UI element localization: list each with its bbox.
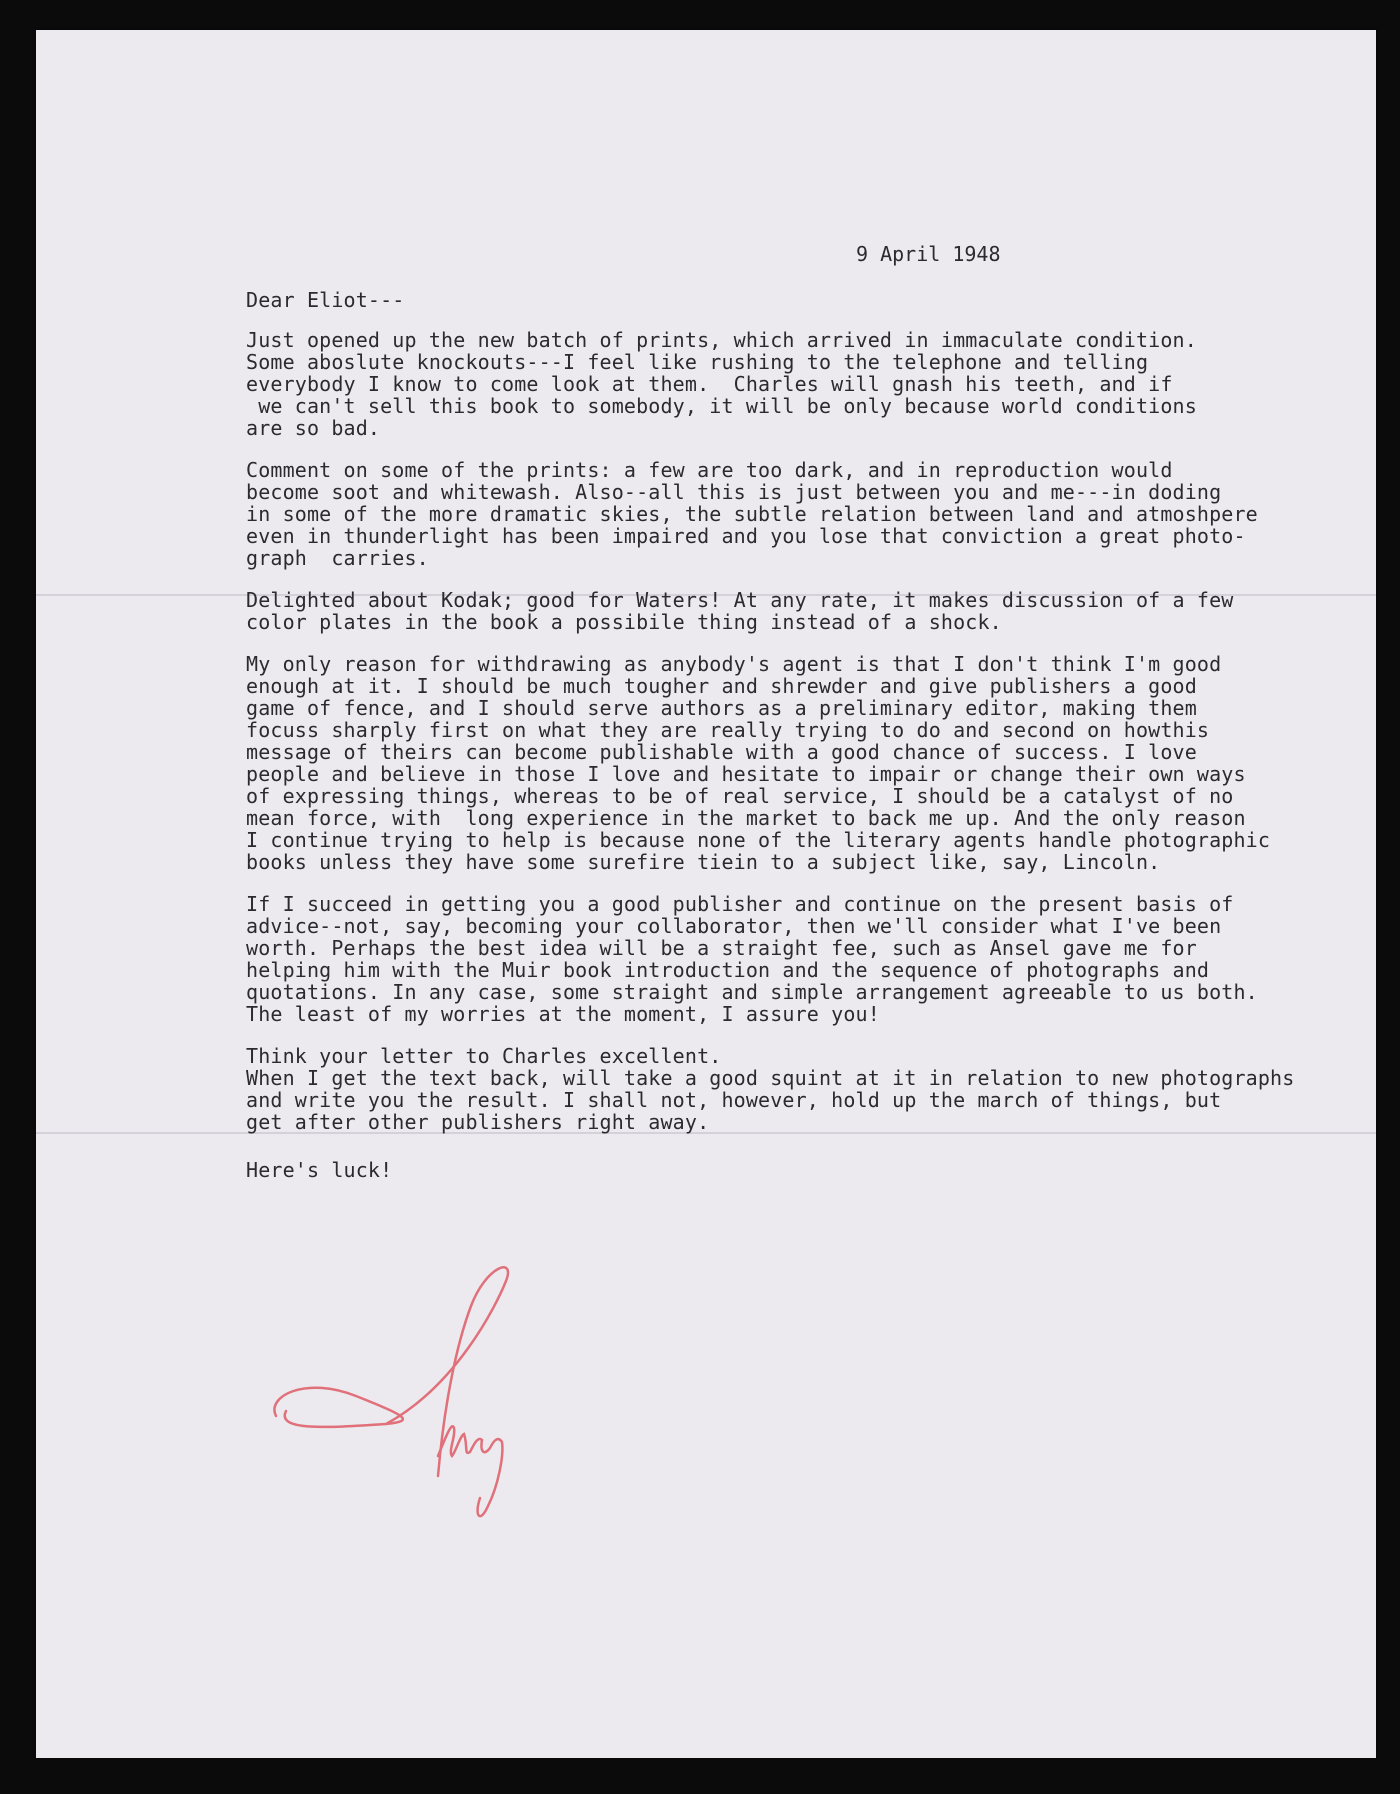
text-line: quotations. In any case, some straight and simple arrangement agreeable to us both. bbox=[246, 980, 1258, 1004]
text-line: advice--not, say, becoming your collaborator, then we'll consider what I've been bbox=[246, 914, 1222, 938]
text-line: people and believe in those I love and hesitate to impair or change their own ways bbox=[246, 762, 1246, 786]
salutation: Dear Eliot--- bbox=[246, 288, 405, 312]
letter-page bbox=[36, 30, 1376, 1758]
text-line: everybody I know to come look at them. Charles will gnash his teeth, and if bbox=[246, 372, 1173, 396]
text-line: enough at it. I should be much tougher and shrewder and give publishers a good bbox=[246, 674, 1197, 698]
text-line: When I get the text back, will take a good squint at it in relation to new photographs bbox=[246, 1066, 1295, 1090]
text-line: become soot and whitewash. Also--all this is just between you and me---in doding bbox=[246, 480, 1222, 504]
text-line: books unless they have some surefire tiein to a subject like, say, Lincoln. bbox=[246, 850, 1161, 874]
text-line: helping him with the Muir book introduction and the sequence of photographs and bbox=[246, 958, 1210, 982]
text-line: If I succeed in getting you a good publisher and continue on the present basis of bbox=[246, 892, 1234, 916]
text-line: worth. Perhaps the best idea will be a straight fee, such as Ansel gave me for bbox=[246, 936, 1197, 960]
closing: Here's luck! bbox=[246, 1158, 393, 1182]
text-line: Just opened up the new batch of prints, which arrived in immaculate condition. bbox=[246, 328, 1197, 352]
text-line: get after other publishers right away. bbox=[246, 1110, 710, 1134]
text-line: focuss sharply first on what they are really trying to do and second on howthis bbox=[246, 718, 1210, 742]
text-line: color plates in the book a possibile thing instead of a shock. bbox=[246, 610, 1002, 634]
text-line: My only reason for withdrawing as anybody's agent is that I don't think I'm good bbox=[246, 652, 1222, 676]
text-line: in some of the more dramatic skies, the subtle relation between land and atmoshpere bbox=[246, 502, 1258, 526]
text-line: game of fence, and I should serve authors as a preliminary editor, making them bbox=[246, 696, 1197, 720]
text-line: even in thunderlight has been impaired and you lose that conviction a great photo- bbox=[246, 524, 1246, 548]
text-line: The least of my worries at the moment, I assure you! bbox=[246, 1002, 880, 1026]
text-line: we can't sell this book to somebody, it will be only because world conditions bbox=[246, 394, 1197, 418]
text-line: are so bad. bbox=[246, 416, 381, 440]
text-line: Delighted about Kodak; good for Waters! At any rate, it makes discussion of a few bbox=[246, 588, 1234, 612]
text-line: message of theirs can become publishable with a good chance of success. I love bbox=[246, 740, 1197, 764]
text-line: and write you the result. I shall not, however, hold up the march of things, but bbox=[246, 1088, 1222, 1112]
letter-date: 9 April 1948 bbox=[856, 242, 1001, 266]
handwritten-signature bbox=[266, 1246, 566, 1546]
text-line: Think your letter to Charles excellent. bbox=[246, 1044, 722, 1068]
text-line: of expressing things, whereas to be of real service, I should be a catalyst of no bbox=[246, 784, 1234, 808]
text-line: Some aboslute knockouts---I feel like rushing to the telephone and telling bbox=[246, 350, 1149, 374]
text-line: I continue trying to help is because none of the literary agents handle photographic bbox=[246, 828, 1271, 852]
text-line: Comment on some of the prints: a few are too dark, and in reproduction would bbox=[246, 458, 1173, 482]
text-line: graph carries. bbox=[246, 546, 429, 570]
text-line: mean force, with long experience in the market to back me up. And the only reason bbox=[246, 806, 1246, 830]
